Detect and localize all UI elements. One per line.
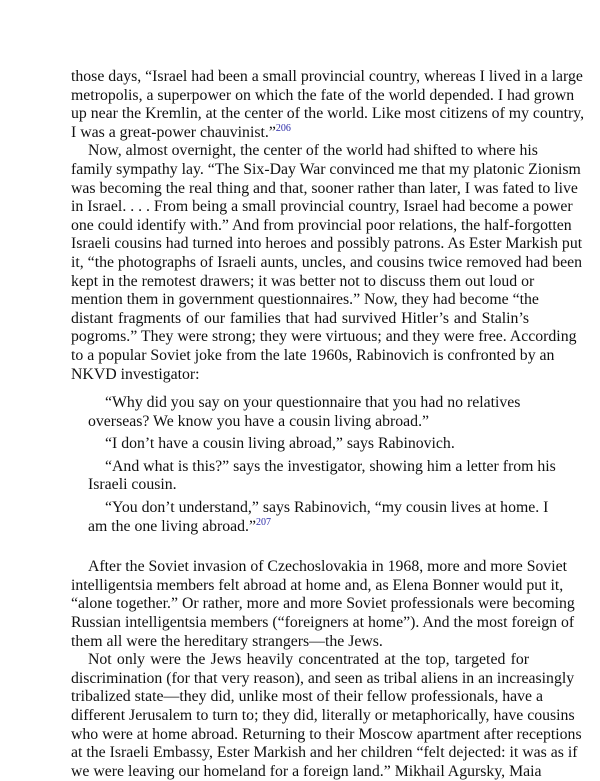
text-line: distant fragments of our families that had survived Hitler’s and Stalin’s <box>71 309 529 327</box>
text-line: to a popular Soviet joke from the late 1960s, Rabinovich is confronted by an <box>71 346 555 364</box>
blockquote-joke <box>88 394 556 536</box>
text-line: one could identify with.” And from provincial poor relations, the half-forgotten <box>71 216 572 234</box>
text-line <box>71 124 529 143</box>
quote-line-content: am the one living abroad.” <box>88 517 257 535</box>
text-line: tribalized state—they did, unlike most of their fellow professionals, have a <box>71 688 544 706</box>
quote-line: “I don’t have a cousin living abroad,” says Rabinovich. <box>105 435 455 453</box>
paragraph-3 <box>71 558 575 651</box>
text-line: we were leaving our homeland for a foreign land.” Mikhail Agursky, Maia <box>71 762 542 780</box>
text-line: Now, almost overnight, the center of the world had shifted to where his <box>88 142 538 160</box>
paragraph-4 <box>71 651 582 781</box>
quote-line: “You don’t understand,” says Rabinovich, “my cousin lives at home. I <box>105 499 549 517</box>
text-line: Not only were the Jews heavily concentrated at the top, targeted for <box>88 651 529 669</box>
text-line: After the Soviet invasion of Czechoslovakia in 1968, more and more Soviet <box>88 558 568 576</box>
text-line: those days, “Israel had been a small provincial country, whereas I lived in a large <box>71 68 583 85</box>
quote-line: “Why did you say on your questionnaire that you had no relatives <box>105 394 521 412</box>
paragraph-2 <box>71 142 583 384</box>
text-line: Israeli cousins had turned into heroes and possibly patrons. As Ester Markish put <box>71 235 583 253</box>
text-line: Russian intelligentsia members (“foreigners at home”). And the most foreign of <box>71 614 575 632</box>
text-line: in Israel. . . . From being a small provincial country, Israel had become a power <box>71 198 573 216</box>
footnote-ref-206[interactable]: 206 <box>275 122 291 134</box>
text-line: was becoming the real thing and that, sooner rather than later, I was fated to live <box>71 179 578 197</box>
text-line: them all were the hereditary strangers—the Jews. <box>71 632 383 650</box>
text-line: kept in the remotest drawers; it was better not to discuss them out loud or <box>71 272 535 290</box>
text-line: NKVD investigator: <box>71 365 200 383</box>
text-line: it, “the photographs of Israeli aunts, uncles, and cousins twice removed had been <box>71 253 583 271</box>
quote-line: overseas? We know you have a cousin living abroad.” <box>88 412 430 430</box>
text-line: pogroms.” They were strong; they were virtuous; and they were free. According <box>71 328 577 346</box>
text-line: family sympathy lay. “The Six-Day War convinced me that my platonic Zionism <box>71 160 581 178</box>
text-line: discrimination (for that very reason), and seen as tribal aliens in an increasingly <box>71 669 575 687</box>
paragraph-1 <box>71 68 585 142</box>
quote-line <box>88 518 512 537</box>
text-line: who were at home abroad. Returning to their Moscow apartment after receptions <box>71 725 582 743</box>
page-body <box>71 68 585 781</box>
quote-line: “And what is this?” says the investigator, showing him a letter from his <box>105 457 556 475</box>
quote-line: Israeli cousin. <box>88 476 177 494</box>
text-line: metropolis, a superpower on which the fate of the world depended. I had grown <box>71 86 575 104</box>
text-line: mention them in government questionnaires.” Now, they had become “the <box>71 291 539 309</box>
text-line: up near the Kremlin, at the center of the world. Like most citizens of my country, <box>71 105 585 123</box>
text-line-content: I was a great-power chauvinist.” <box>71 123 276 141</box>
text-line: different Jerusalem to turn to; they did, literally or metaphorically, have cousins <box>71 707 575 724</box>
text-line: at the Israeli Embassy, Ester Markish and her children “felt dejected: it was as if <box>71 744 578 762</box>
text-line: “alone together.” Or rather, more and more Soviet professionals were becoming <box>71 595 575 613</box>
text-line: intelligentsia members felt abroad at home and, as Elena Bonner would put it, <box>71 576 564 594</box>
footnote-ref-207[interactable]: 207 <box>256 516 272 528</box>
